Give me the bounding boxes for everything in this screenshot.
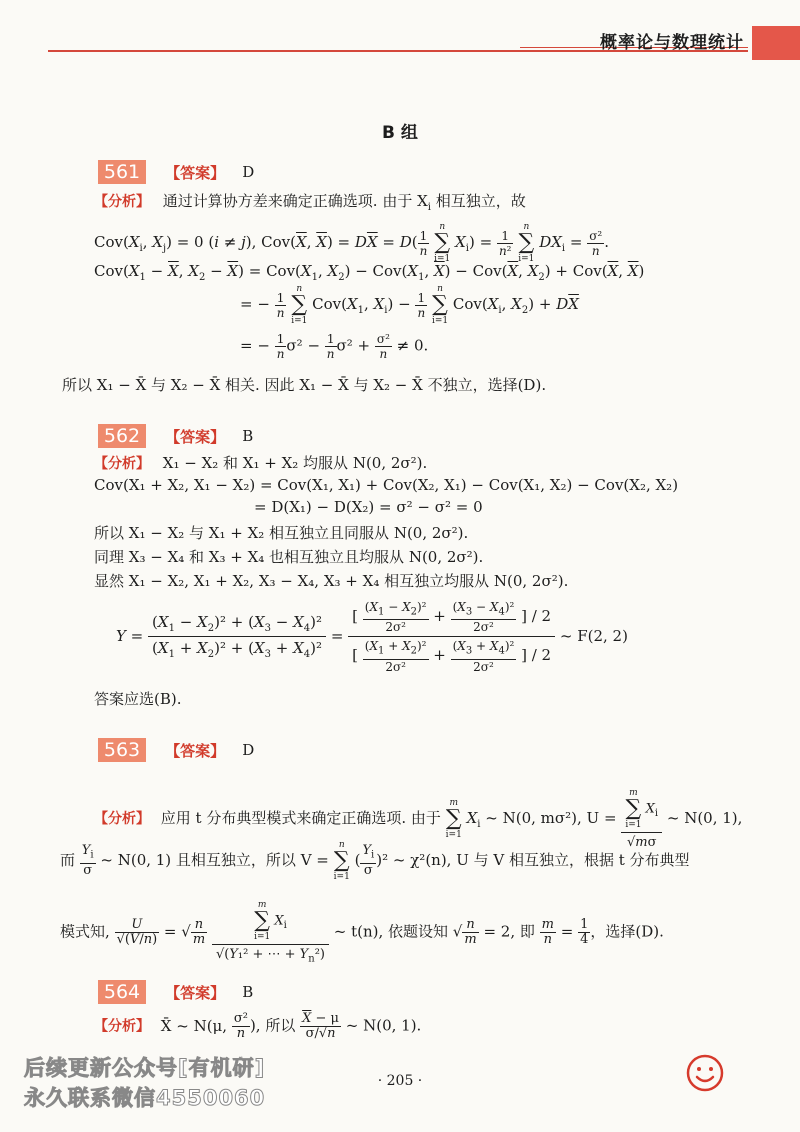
q561-eq1: $Cov(X_i$, $X_j) = 0$ (i ≠ j), $Cov(\overline{X}$, $\overline{X}) = D\overline{X} = D$( $\frac{1}{n}$ n ∑ i=1 $X_i$) = $\frac{1}{\text{n²}}$ n ∑ i=1 $DX_i$ = $\frac{\text{σ²}}{n}$ . — [94, 222, 610, 264]
answer-value: D — [242, 163, 255, 181]
watermark-line1: 后续更新公众号[有机研] — [24, 1056, 266, 1080]
q562-cov2: = D(X₁) − D(X₂) = σ² − σ² = 0 — [254, 498, 483, 516]
q562-formula: Y = $\frac{(X_1 - X_2)^2 + (X_3 - X_4)^2}{(X_1 + X_2)^2 + (X_3 + X_4)^2}$ = [ $\frac{(X_1 - X_2)^2}{\text{2σ²}}$ + $\frac{(X_3 - X_4)^2}{\text{2σ²}}$ ] / 2 [ $\frac{(X_1 + X_2)^2}{\text{2σ²}}$ + $\frac{(X_3 + X_4)^2}{\text{2σ²}}$ ] / 2 ~ F(2, 2) — [116, 600, 628, 674]
q564-line1: 【分析】 X̄ ~ N(μ, $\frac{\text{σ²}}{n}$ ), 所以 $\frac{\overline{X} - \mu}{\sigma/√n}$ ~ N(0, 1). — [94, 1011, 422, 1041]
analysis-tag: 【分析】 — [94, 194, 150, 210]
question-563-header — [98, 738, 254, 762]
answer-value: B — [242, 983, 254, 1001]
answer-tag: 【答案】 — [165, 741, 226, 760]
question-561-header — [98, 160, 254, 184]
smiley-icon — [686, 1054, 724, 1092]
answer-tag: 【答案】 — [165, 983, 226, 1002]
watermark-line2: 永久联系微信4550060 — [24, 1086, 266, 1110]
answer-value: D — [242, 741, 255, 759]
q563-line2: 而 $\frac{Y_i}{\sigma}$ ~ N(0, 1) 且相互独立，所以 V = n ∑ i=1 ( $\frac{Y_i}{\sigma}$ )² ~ χ²(n), U 与 V 相互独立，根据 t 分布典型 — [60, 840, 690, 882]
question-562-header — [98, 424, 253, 448]
q562-conclusion: 答案应选(B). — [94, 690, 182, 708]
q562-line4: 同理 X₃ − X₄ 和 X₃ + X₄ 也相互独立且均服从 N(0, 2σ²). — [94, 548, 484, 566]
question-564-header — [98, 980, 253, 1004]
question-number: 562 — [98, 424, 146, 448]
group-title: B 组 — [382, 123, 418, 143]
q562-line3: 所以 X₁ − X₂ 与 X₁ + X₂ 相互独立且同服从 N(0, 2σ²). — [94, 524, 469, 542]
q563-line1: 【分析】 应用 t 分布典型模式来确定正确选项. 由于 m ∑ i=1 $X_i$ ~ N(0, mσ²), U = m ∑ i=1 $X_i$ √mσ ~ N(0, 1), — [94, 788, 743, 850]
answer-tag: 【答案】 — [165, 163, 226, 182]
analysis-tag: 【分析】 — [94, 1018, 150, 1035]
book-title: 概率论与数理统计 — [600, 33, 744, 53]
q561-conclusion: 所以 X₁ − X̄ 与 X₂ − X̄ 相关. 因此 X₁ − X̄ 与 X₂ − X̄ 不独立，选择(D). — [62, 376, 547, 394]
question-number: 564 — [98, 980, 146, 1004]
question-number: 561 — [98, 160, 146, 184]
answer-tag: 【答案】 — [165, 427, 226, 446]
analysis-tag: 【分析】 — [94, 811, 150, 827]
question-number: 563 — [98, 738, 146, 762]
q562-analysis: 【分析】 X₁ − X₂ 和 X₁ + X₂ 均服从 N(0, 2σ²). — [94, 454, 428, 472]
analysis-tag: 【分析】 — [94, 456, 150, 472]
q562-line5: 显然 X₁ − X₂, X₁ + X₂, X₃ − X₄, X₃ + X₄ 相互独立均服从 N(0, 2σ²). — [94, 572, 569, 590]
header-tab — [752, 26, 800, 60]
q561-eq2: $Cov(X_1 - \overline{X}$, $X_2 - \overline{X}) = Cov(X_1$, $X_2) - Cov(X_1$, $\overline{X}) - Cov(\overline{X}$, $X_2) + Cov(\overline{X}$, $\overline{X}$) — [94, 262, 645, 283]
page-number: · 205 · — [377, 1073, 423, 1089]
q561-eq4: = − $\frac{1}{n}$ σ² − $\frac{1}{n}$ σ² + $\frac{\text{σ²}}{n}$ ≠ 0. — [240, 332, 429, 361]
q563-line3: 模式知, $\frac{U}{√(V/n)}$ = √ $\frac{n}{m}$ m ∑ i=1 $X_i$ √(Y₁² + ⋯ + $Y_n^2$) ~ t(n), 依题设知 √ $\frac{n}{m}$ = 2, 即 $\frac{m}{n}$ = $\frac{1}{4}$ ，选择(D). — [60, 900, 664, 965]
q561-eq3: = − $\frac{1}{n}$ n ∑ i=1 $Cov(X_1$, $X_i$) − $\frac{1}{n}$ n ∑ i=1 $Cov(X_i$, $X_2) + D\overline{X}$ — [240, 284, 579, 326]
q562-cov1: Cov(X₁ + X₂, X₁ − X₂) = Cov(X₁, X₁) + Cov(X₂, X₁) − Cov(X₁, X₂) − Cov(X₂, X₂) — [94, 476, 679, 494]
q561-analysis: 【分析】 通过计算协方差来确定正确选项. 由于 $X_i$ 相互独立，故 — [94, 192, 526, 213]
answer-value: B — [242, 427, 254, 445]
